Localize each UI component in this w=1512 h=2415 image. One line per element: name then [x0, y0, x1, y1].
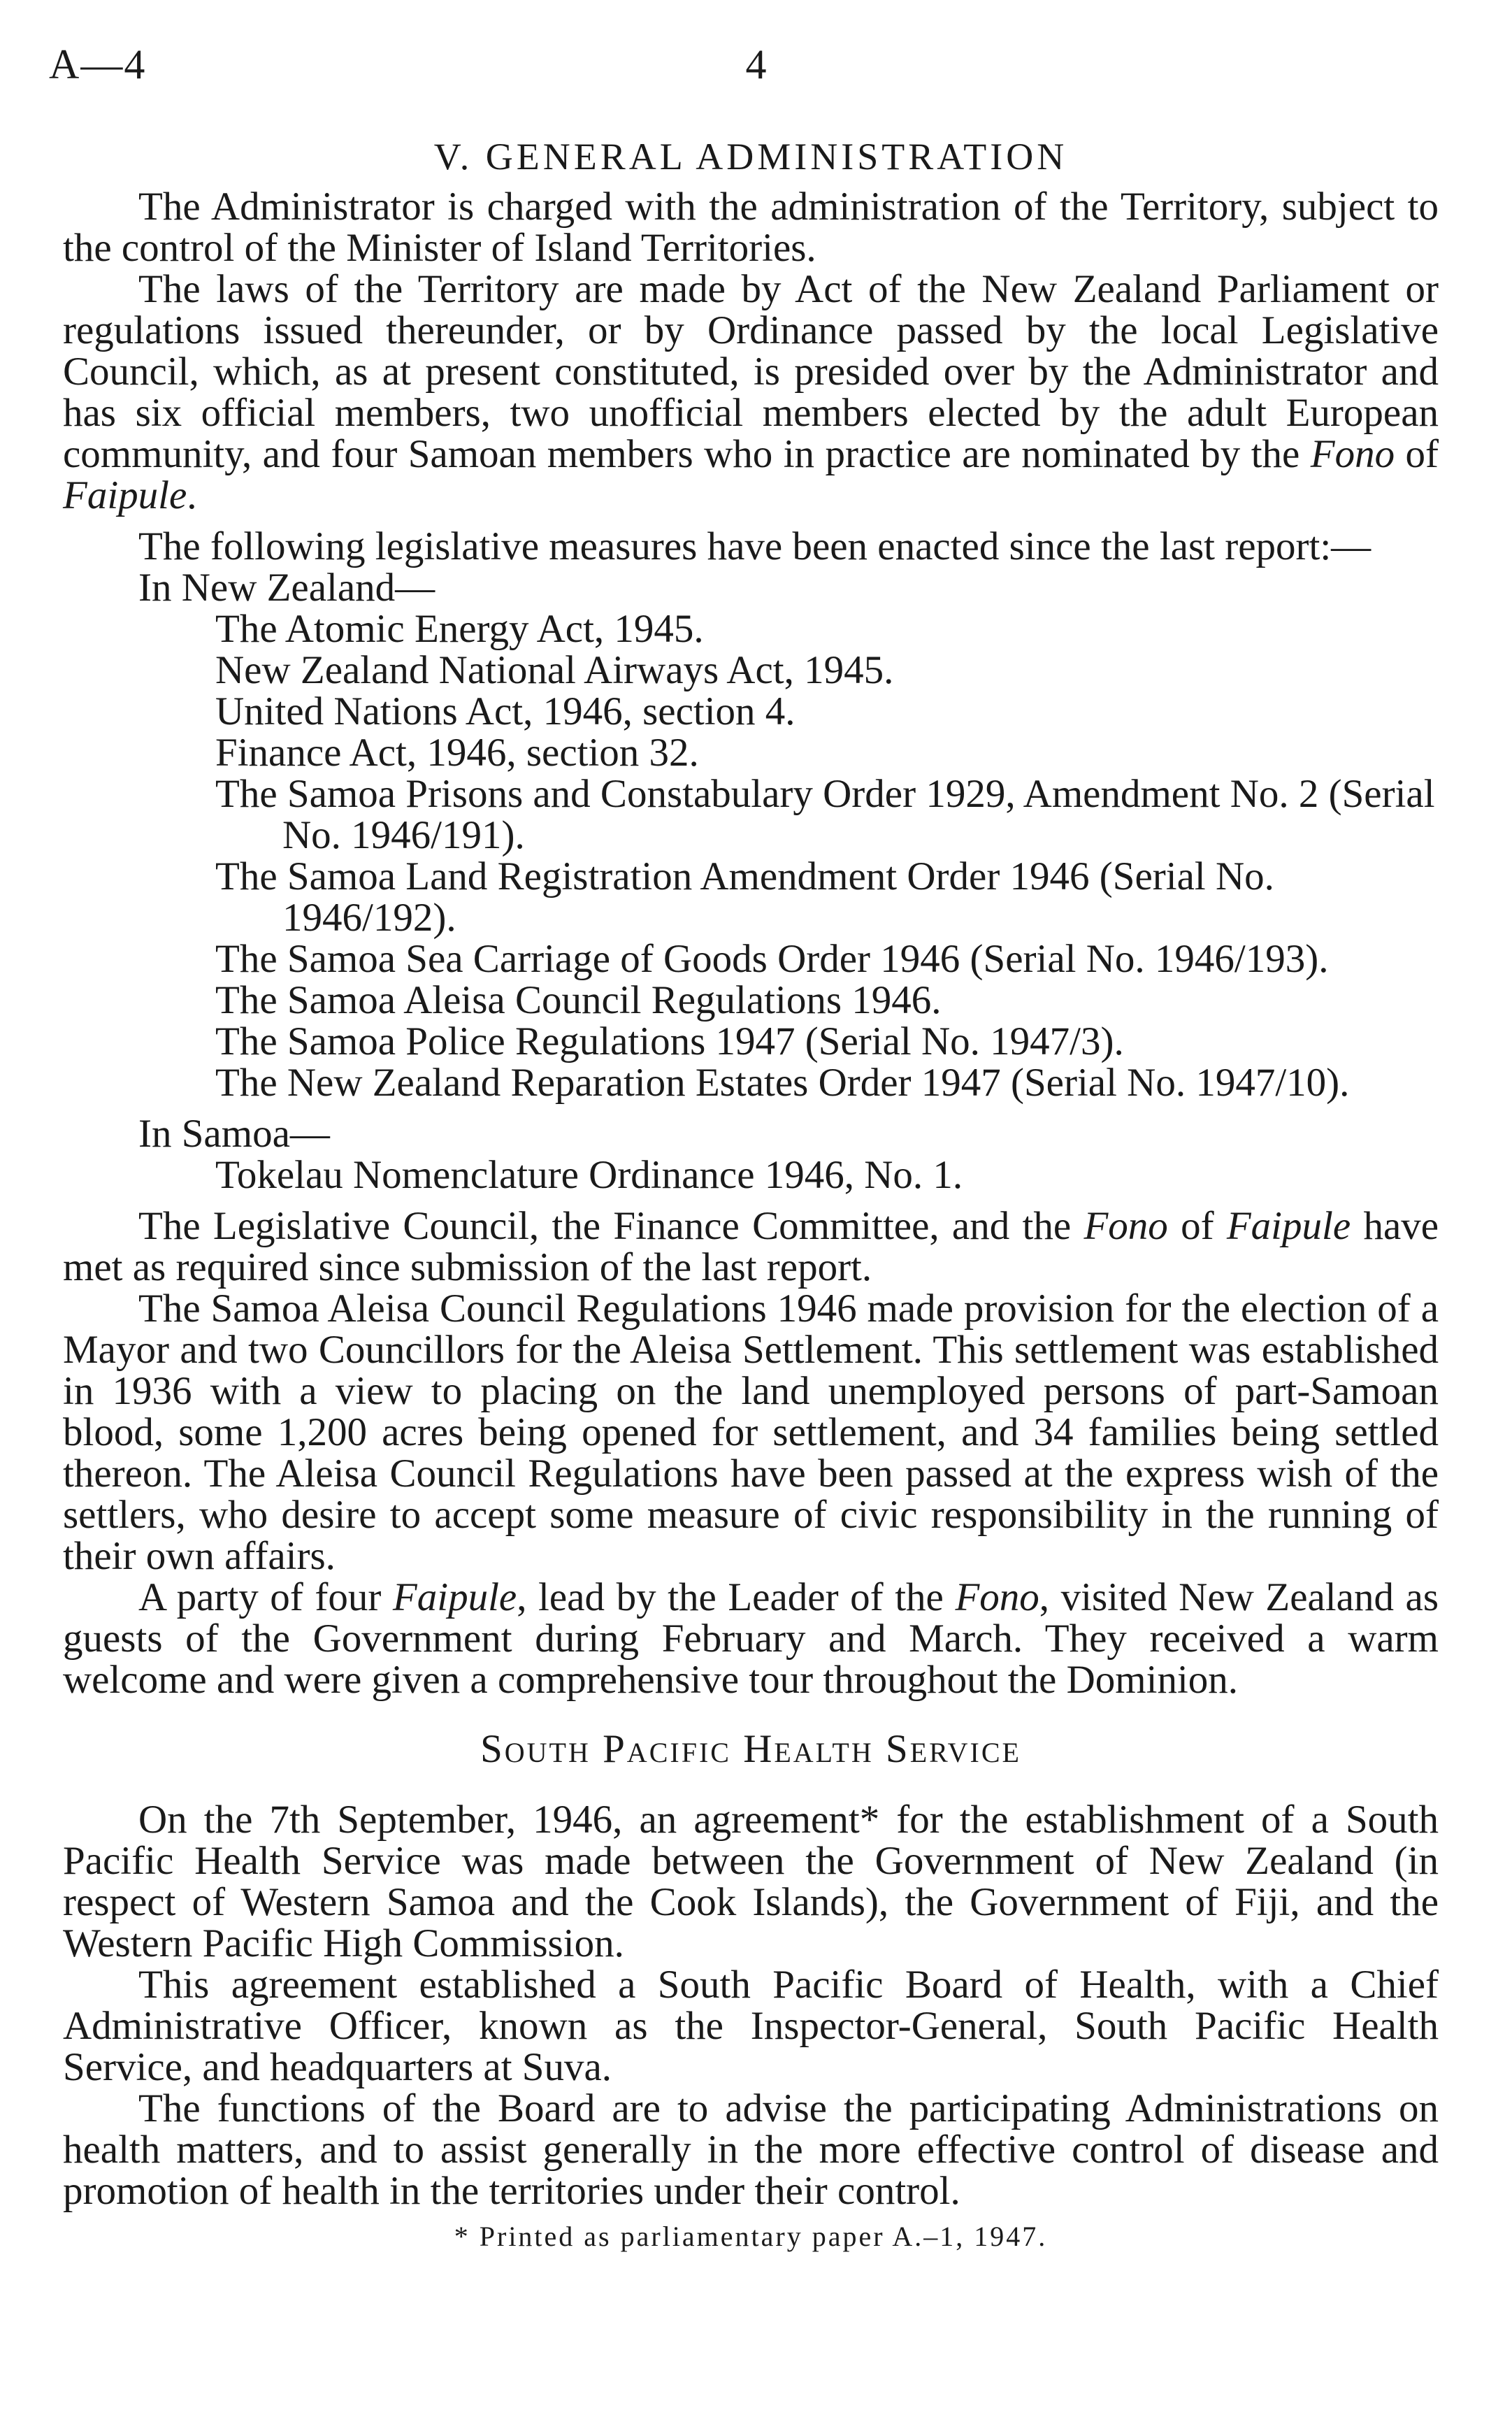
paragraph-administrator: The Administrator is charged with the administration of the Territory, subject to the control of the Minister of Island Territories. [63, 185, 1439, 270]
list-item: The Samoa Sea Carriage of Goods Order 1946 (Serial No. 1946/193). [215, 937, 1329, 981]
page-number: 4 [745, 41, 767, 87]
faipule-term: Faipule [63, 473, 187, 517]
paragraph-legislative-measures: The following legislative measures have been enacted since the last report:— [138, 524, 1371, 568]
paragraph-council: The Legislative Council, the Finance Committee, and the Fono of Faipule have met as required since submission of the last report. [63, 1204, 1439, 1289]
paragraph-health-agreement: On the 7th September, 1946, an agreement* for the establishment of a South Pacific Health Service was made between the Government of New Zealand (in respect of Western Samoa and the Cook Islands), the Government of Fiji, and the Western Pacific High Commission. [63, 1798, 1439, 1965]
page-reference: A—4 [49, 41, 147, 87]
list-item: The Samoa Prisons and Constabulary Order 1929, Amendment No. 2 (Serial No. 1946/191). [215, 772, 1435, 857]
footnote: * Printed as parliamentary paper A.–1, 1947. [454, 2221, 1048, 2252]
nz-heading: In New Zealand— [138, 566, 435, 610]
list-item: Finance Act, 1946, section 32. [215, 731, 699, 775]
list-item: The Samoa Police Regulations 1947 (Serial No. 1947/3). [215, 1019, 1124, 1063]
list-item: The Samoa Land Registration Amendment Order 1946 (Serial No. 1946/192). [215, 854, 1274, 940]
paragraph-health-board: This agreement established a South Pacific Board of Health, with a Chief Administrative Officer, known as the Inspector-General, South Pacific Health Service, and headquarters at Suva. [63, 1963, 1439, 2089]
fono-term: Fono [1310, 432, 1395, 476]
list-item: The Samoa Aleisa Council Regulations 1946. [215, 978, 942, 1022]
list-item: Tokelau Nomenclature Ordinance 1946, No. 1. [215, 1153, 963, 1197]
list-item: The New Zealand Reparation Estates Order 1947 (Serial No. 1947/10). [215, 1061, 1350, 1105]
samoa-heading: In Samoa— [138, 1112, 330, 1156]
section-title: V. GENERAL ADMINISTRATION [433, 136, 1068, 178]
paragraph-aleisa: The Samoa Aleisa Council Regulations 1946 made provision for the election of a Mayor and two Councillors for the Aleisa Settlement. This settlement was established in 1936 with a view to placing on the land unemployed persons of part-Samoan blood, some 1,200 acres being opened for settlement, and 34 families being settled thereon. The Aleisa Council Regulations have been passed at the express wish of the settlers, who desire to accept some measure of civic responsibility in the running of their own affairs. [63, 1287, 1439, 1578]
health-section-title: South Pacific Health Service [480, 1727, 1021, 1771]
paragraph-health-functions: The functions of the Board are to advise the participating Administrations on health matters, and to assist generally in the more effective control of disease and promotion of health in the territories under their control. [63, 2086, 1439, 2213]
list-item: United Nations Act, 1946, section 4. [215, 689, 795, 733]
body-column [63, 136, 1439, 2257]
paragraph-laws: The laws of the Territory are made by Act of the New Zealand Parliament or regulations issued thereunder, or by Ordinance passed by the local Legislative Council, which, as at present constituted, is presided over by the Administrator and has six official members, two unofficial members elected by the adult European community, and four Samoan members who in practice are nominated by the Fono of Faipule. [63, 267, 1439, 517]
paragraph-party: A party of four Faipule, lead by the Leader of the Fono, visited New Zealand as guests of the Government during February and March. They received a warm welcome and were given a comprehensive tour throughout the Dominion. [63, 1575, 1439, 1702]
list-item: New Zealand National Airways Act, 1945. [215, 648, 894, 692]
list-item: The Atomic Energy Act, 1945. [215, 607, 704, 651]
